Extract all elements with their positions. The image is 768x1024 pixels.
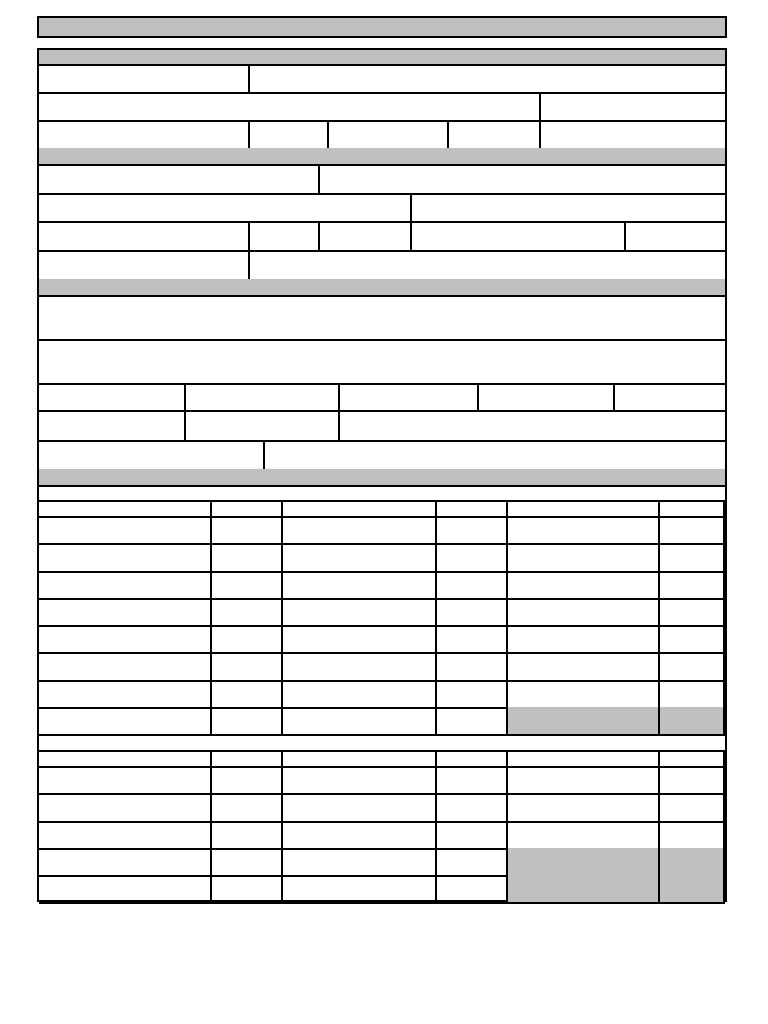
grid-b-cell[interactable] <box>212 875 283 902</box>
grid-b-cell[interactable] <box>39 821 212 848</box>
field-cell[interactable] <box>186 383 340 410</box>
grid-a-header-cell <box>508 500 660 516</box>
grid-a-cell[interactable] <box>508 516 660 543</box>
field-cell[interactable] <box>39 410 186 440</box>
grid-a-cell[interactable] <box>39 625 212 652</box>
grid-a-header-cell <box>283 500 437 516</box>
grid-b-cell[interactable] <box>39 766 212 793</box>
grid-a-cell[interactable] <box>660 516 725 543</box>
field-cell[interactable] <box>329 120 449 148</box>
grid-a-cell[interactable] <box>660 625 725 652</box>
grid-a-cell[interactable] <box>508 680 660 707</box>
section-3-wide-field-1 <box>39 295 725 341</box>
grid-a-cell[interactable] <box>212 653 283 680</box>
field-cell[interactable] <box>541 92 725 120</box>
field-cell[interactable] <box>412 221 626 250</box>
grid-a-cell[interactable] <box>437 707 508 734</box>
field-cell[interactable] <box>479 383 615 410</box>
grid-a-header-cell <box>437 500 508 516</box>
field-cell[interactable] <box>39 221 250 250</box>
grid-a-cell[interactable] <box>660 598 725 625</box>
grid-a-cell[interactable] <box>283 571 437 598</box>
section-2-row-4 <box>39 250 725 281</box>
field-cell[interactable] <box>39 64 250 92</box>
field-cell[interactable] <box>250 120 329 148</box>
grid-b-cell[interactable] <box>39 848 212 875</box>
grid-b-header-cell <box>508 750 660 766</box>
grid-b-shaded-cell <box>508 875 660 902</box>
grid-a-cell[interactable] <box>212 516 283 543</box>
grid-a-cell[interactable] <box>283 598 437 625</box>
form-title-bar <box>37 16 727 38</box>
grid-a-cell[interactable] <box>437 680 508 707</box>
grid-a-cell[interactable] <box>283 625 437 652</box>
grid-b-cell[interactable] <box>283 766 437 793</box>
field-cell[interactable] <box>39 383 186 410</box>
field-cell[interactable] <box>265 440 725 469</box>
grid-a-cell[interactable] <box>283 543 437 570</box>
grid-a-cell[interactable] <box>508 598 660 625</box>
grid-b-row <box>39 848 725 877</box>
grid-a-cell[interactable] <box>437 625 508 652</box>
grid-b-cell[interactable] <box>212 793 283 820</box>
grid-b-cell[interactable] <box>212 766 283 793</box>
grid-b-cell[interactable] <box>39 793 212 820</box>
section-3-row-5 <box>39 440 725 471</box>
field-cell[interactable] <box>320 164 725 193</box>
grid-b-header-cell <box>437 750 508 766</box>
grid-b-cell[interactable] <box>437 793 508 820</box>
field-cell[interactable] <box>39 440 265 469</box>
grid-a-cell[interactable] <box>39 571 212 598</box>
field-cell[interactable] <box>626 221 725 250</box>
grid-a-row <box>39 680 725 709</box>
grid-b-header-cell <box>283 750 437 766</box>
grid-a-cell[interactable] <box>39 598 212 625</box>
grid-b-header-cell <box>39 750 212 766</box>
grid-a-cell[interactable] <box>39 653 212 680</box>
grid-a-row <box>39 707 725 736</box>
grid-a-cell[interactable] <box>508 571 660 598</box>
grid-b-cell[interactable] <box>212 848 283 875</box>
grid-a-cell[interactable] <box>660 543 725 570</box>
field-cell[interactable] <box>39 164 320 193</box>
grid-a-row <box>39 516 725 545</box>
section-2-row-1 <box>39 164 725 195</box>
grid-b-cell[interactable] <box>283 875 437 902</box>
grid-a-cell[interactable] <box>437 516 508 543</box>
grid-a-header-cell <box>212 500 283 516</box>
grid-a-cell[interactable] <box>212 707 283 734</box>
grid-a-cell[interactable] <box>508 653 660 680</box>
grid-b-cell[interactable] <box>508 821 660 848</box>
grid-a-cell[interactable] <box>508 625 660 652</box>
grid-b-cell[interactable] <box>437 821 508 848</box>
grid-b-row <box>39 766 725 795</box>
grid-a-shaded-cell <box>508 707 660 734</box>
grid-b-row <box>39 875 725 904</box>
grid-b-cell[interactable] <box>283 821 437 848</box>
field-cell[interactable] <box>250 64 725 92</box>
field-cell[interactable] <box>541 120 725 148</box>
grid-a-cell[interactable] <box>660 680 725 707</box>
grid-b-shaded-cell <box>508 848 660 875</box>
grid-a-cell[interactable] <box>283 653 437 680</box>
field-cell[interactable] <box>615 383 725 410</box>
form-frame <box>37 48 727 902</box>
grid-a-cell[interactable] <box>508 543 660 570</box>
grid-a-row <box>39 598 725 627</box>
grid-a-row <box>39 571 725 600</box>
field-cell[interactable] <box>39 120 250 148</box>
grid-b-row <box>39 793 725 822</box>
field-cell[interactable] <box>39 92 541 120</box>
field-cell[interactable] <box>250 250 725 279</box>
section-2-row-3 <box>39 221 725 252</box>
field-cell[interactable] <box>39 295 725 339</box>
grid-a-cell[interactable] <box>437 653 508 680</box>
grid-b-cell[interactable] <box>437 766 508 793</box>
grid-a-cell[interactable] <box>39 707 212 734</box>
section-1-row-3 <box>39 120 725 150</box>
grid-a-cell[interactable] <box>39 516 212 543</box>
grid-b-cell[interactable] <box>437 875 508 902</box>
grid-b-header-cell <box>660 750 725 766</box>
field-cell[interactable] <box>412 193 725 221</box>
section-1-row-1 <box>39 64 725 94</box>
grid-b-shaded-cell <box>660 875 725 902</box>
grid-a-cell[interactable] <box>660 653 725 680</box>
field-cell[interactable] <box>340 383 479 410</box>
field-cell[interactable] <box>320 221 412 250</box>
grid-b-cell[interactable] <box>660 793 725 820</box>
grid-b-cell[interactable] <box>660 766 725 793</box>
grid-a-header-cell <box>39 500 212 516</box>
field-cell[interactable] <box>39 193 412 221</box>
grid-a-cell[interactable] <box>212 680 283 707</box>
field-cell[interactable] <box>250 221 320 250</box>
grid-a-cell[interactable] <box>437 598 508 625</box>
grid-b-shaded-cell <box>660 848 725 875</box>
grid-b-cell[interactable] <box>39 875 212 902</box>
field-cell[interactable] <box>340 410 725 440</box>
field-cell[interactable] <box>39 250 250 279</box>
grid-b-header-cell <box>212 750 283 766</box>
field-cell[interactable] <box>186 410 340 440</box>
section-1-row-2 <box>39 92 725 122</box>
grid-a-row <box>39 543 725 572</box>
grid-a-row <box>39 625 725 654</box>
section-3-row-4 <box>39 410 725 442</box>
grid-b-row <box>39 821 725 850</box>
grid-b-cell[interactable] <box>212 821 283 848</box>
grid-b-cell[interactable] <box>283 848 437 875</box>
field-cell[interactable] <box>449 120 541 148</box>
grid-b-cell[interactable] <box>508 793 660 820</box>
grid-b-cell[interactable] <box>508 766 660 793</box>
field-cell[interactable] <box>39 339 725 383</box>
grid-a-header-cell <box>660 500 725 516</box>
grid-a-shaded-cell <box>660 707 725 734</box>
grid-a-cell[interactable] <box>39 543 212 570</box>
section-3-row-3 <box>39 383 725 412</box>
section-3-wide-field-2 <box>39 339 725 385</box>
grid-b-cell[interactable] <box>660 821 725 848</box>
grid-a-cell[interactable] <box>39 680 212 707</box>
grid-a-cell[interactable] <box>660 571 725 598</box>
grid-a-cell[interactable] <box>212 571 283 598</box>
grid-a-cell[interactable] <box>283 680 437 707</box>
grid-b-cell[interactable] <box>283 793 437 820</box>
grid-a-cell[interactable] <box>212 625 283 652</box>
grid-b-cell[interactable] <box>437 848 508 875</box>
grid-a-cell[interactable] <box>212 598 283 625</box>
grid-a-cell[interactable] <box>437 543 508 570</box>
section-2-row-2 <box>39 193 725 223</box>
grid-a-cell[interactable] <box>283 707 437 734</box>
grid-a-row <box>39 653 725 682</box>
grid-a-cell[interactable] <box>212 543 283 570</box>
grid-a-cell[interactable] <box>283 516 437 543</box>
grid-a-cell[interactable] <box>437 571 508 598</box>
